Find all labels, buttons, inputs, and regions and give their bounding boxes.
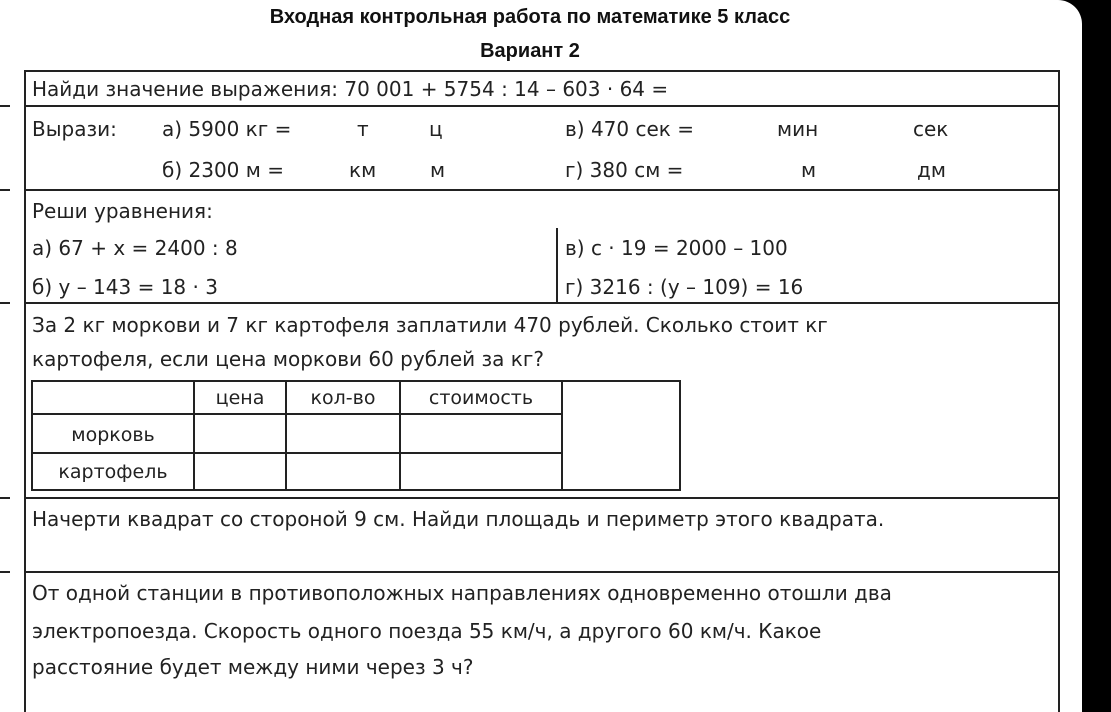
task4-text-line1: За 2 кг моркови и 7 кг картофеля заплатили 470 рублей. Сколько стоит кг (32, 313, 828, 337)
task2-item-b: б) 2300 м = (162, 158, 284, 182)
table-border-right (1058, 70, 1060, 712)
inner-table-border-bottom (31, 489, 680, 491)
task6-text-line2: электропоезда. Скорость одного поезда 55 км/ч, а другого 60 км/ч. Какое (32, 619, 822, 643)
task4-text-line2: картофеля, если цена моркови 60 рублей за кг? (32, 347, 544, 371)
task2-item-d-unit2: дм (917, 158, 946, 182)
equation-a: а) 67 + х = 2400 : 8 (32, 236, 238, 260)
task2-item-d: г) 380 см = (565, 158, 684, 182)
task2-item-c-unit2: сек (913, 117, 949, 141)
row-divider (24, 302, 1060, 304)
task2-item-c: в) 470 сек = (565, 117, 694, 141)
equation-column-divider (556, 228, 558, 302)
margin-stub (0, 302, 10, 304)
task2-item-c-unit1: мин (777, 117, 819, 141)
row-divider (24, 571, 1060, 573)
table-border-left (24, 70, 26, 712)
task2-item-a-unit2: ц (429, 117, 443, 141)
table-header-cost: стоимость (428, 387, 534, 409)
equation-c: в) с · 19 = 2000 – 100 (565, 236, 788, 260)
inner-table-row-line (31, 413, 562, 415)
equation-b: б) у – 143 = 18 · 3 (32, 275, 218, 299)
margin-stub (0, 105, 10, 107)
task6-text-line1: От одной станции в противоположных направлениях одновременно отошли два (32, 581, 892, 605)
inner-table-row-line (31, 452, 562, 454)
inner-table-col-line (679, 380, 681, 491)
row-divider (24, 189, 1060, 191)
inner-table-border-top (31, 380, 680, 382)
task1-expression: Найди значение выражения: 70 001 + 5754 : 14 – 603 · 64 = (32, 77, 669, 101)
table-border-top (24, 70, 1060, 72)
task2-item-a-unit1: т (357, 117, 369, 141)
task2-item-a: а) 5900 кг = (162, 117, 292, 141)
inner-table-col-line (561, 380, 563, 491)
task2-item-d-unit1: м (801, 158, 817, 182)
task2-item-b-unit1: км (349, 158, 377, 182)
task2-label: Вырази: (32, 117, 117, 141)
equation-d: г) 3216 : (у – 109) = 16 (565, 275, 804, 299)
task5-text: Начерти квадрат со стороной 9 см. Найди площадь и периметр этого квадрата. (32, 507, 885, 531)
table-header-quantity: кол-во (310, 387, 376, 409)
variant-label: Вариант 2 (480, 40, 580, 62)
row-divider (24, 497, 1060, 499)
task3-label: Реши уравнения: (32, 199, 213, 223)
margin-stub (0, 571, 10, 573)
table-header-price: цена (215, 387, 265, 409)
task2-item-b-unit2: м (430, 158, 446, 182)
margin-stub (0, 497, 10, 499)
worksheet-title: Входная контрольная работа по математике 5 класс (269, 6, 791, 28)
table-row-carrot: морковь (71, 424, 155, 446)
row-divider (24, 105, 1060, 107)
margin-stub (0, 189, 10, 191)
table-row-potato: картофель (58, 461, 168, 483)
task6-text-line3: расстояние будет между ними через 3 ч? (32, 655, 474, 679)
